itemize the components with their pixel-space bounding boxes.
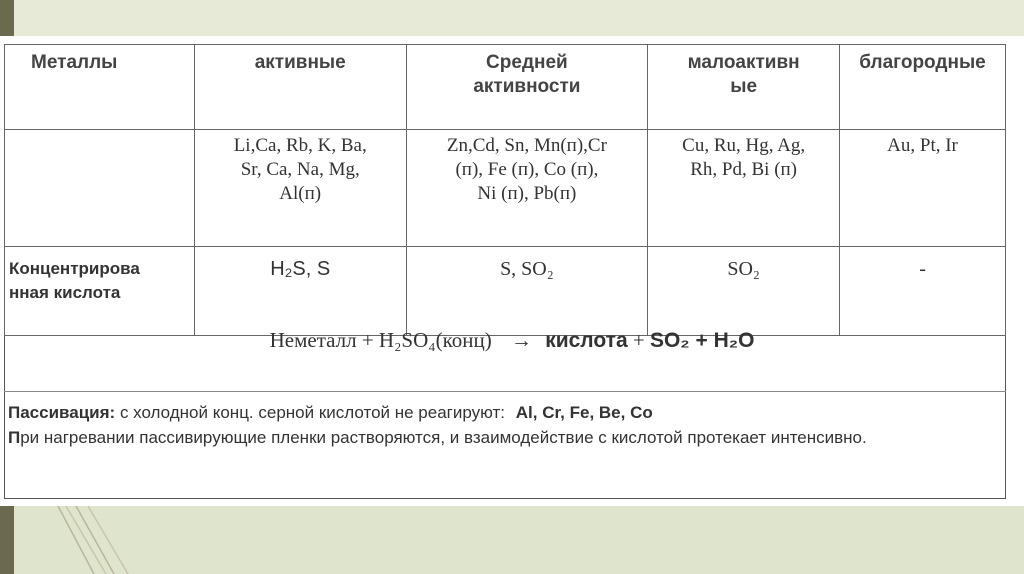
passivation-title: Пассивация: [8, 403, 116, 422]
header-low [648, 45, 840, 130]
header-noble: благородные [840, 45, 1006, 130]
heating-text: ри нагревании пассивирующие пленки растворяются, и взаимодействие с кислотой протекает интенсивно. [20, 428, 867, 447]
header-medium-line-2: активности [473, 76, 581, 97]
passivation-line-2 [8, 425, 1003, 450]
acid-label-line-1: Концентрирова [9, 259, 140, 278]
bottom-band [0, 506, 1024, 574]
active-metals-line-2: Sr, Ca, Na, Mg, [240, 159, 360, 180]
header-low-line-2: ые [730, 76, 758, 97]
passivation-line-1 [8, 400, 1003, 425]
decorative-lines [54, 506, 144, 574]
equation-product-acid: кислота [545, 329, 628, 352]
reaction-equation [0, 328, 1024, 353]
acid-active-product: H₂S, S [194, 247, 406, 336]
bottom-accent-bar [0, 506, 14, 574]
medium-metals-cell [406, 130, 648, 247]
header-medium [406, 45, 648, 130]
acid-medium-product: S, SO₂ [406, 247, 648, 336]
header-low-line-1: малоактивн [687, 52, 800, 73]
equation-plus: + [632, 328, 645, 352]
header-metals: Металлы [5, 45, 195, 130]
passivation-metals: Al, Cr, Fe, Be, Co [515, 403, 653, 422]
noble-metals-cell [840, 130, 1006, 247]
noble-metals-line-1: Au, Pt, Ir [887, 135, 958, 156]
header-medium-line-1: Средней [486, 52, 568, 73]
acid-row [5, 247, 1006, 336]
equation-arrow: → [510, 328, 532, 352]
top-bar [0, 0, 1024, 36]
active-metals-cell [194, 130, 406, 247]
acid-noble-product: - [840, 247, 1006, 336]
passivation-text: с холодной конц. серной кислотой не реагируют: [119, 403, 506, 422]
low-metals-line-1: Cu, Ru, Hg, Ag, [682, 135, 806, 156]
table-header-row [5, 45, 1006, 130]
passivation-note [8, 400, 1003, 450]
metals-list-row [5, 130, 1006, 247]
empty-cell [5, 130, 195, 247]
separator-line [4, 391, 1006, 392]
medium-metals-line-2: (п), Fe (п), Co (п), [455, 159, 599, 180]
active-metals-line-1: Li,Ca, Rb, K, Ba, [233, 135, 367, 156]
heating-initial: П [8, 428, 21, 447]
low-metals-line-2: Rh, Pd, Bi (п) [690, 159, 798, 180]
low-metals-cell [648, 130, 840, 247]
slide-content [0, 36, 1024, 506]
active-metals-line-3: Al(п) [279, 183, 322, 204]
medium-metals-line-3: Ni (п), Pb(п) [477, 183, 577, 204]
equation-reactant: Неметалл + H₂SO₄(конц) [269, 328, 492, 352]
equation-products-rest: SO₂ + H₂O [649, 329, 755, 352]
medium-metals-line-1: Zn,Cd, Sn, Mn(п),Cr [446, 135, 607, 156]
acid-row-label [5, 247, 195, 336]
acid-label-line-2: нная кислота [9, 283, 121, 302]
header-active: активные [194, 45, 406, 130]
top-accent-bar [0, 0, 14, 36]
metals-table [4, 44, 1006, 336]
acid-low-product: SO₂ [648, 247, 840, 336]
